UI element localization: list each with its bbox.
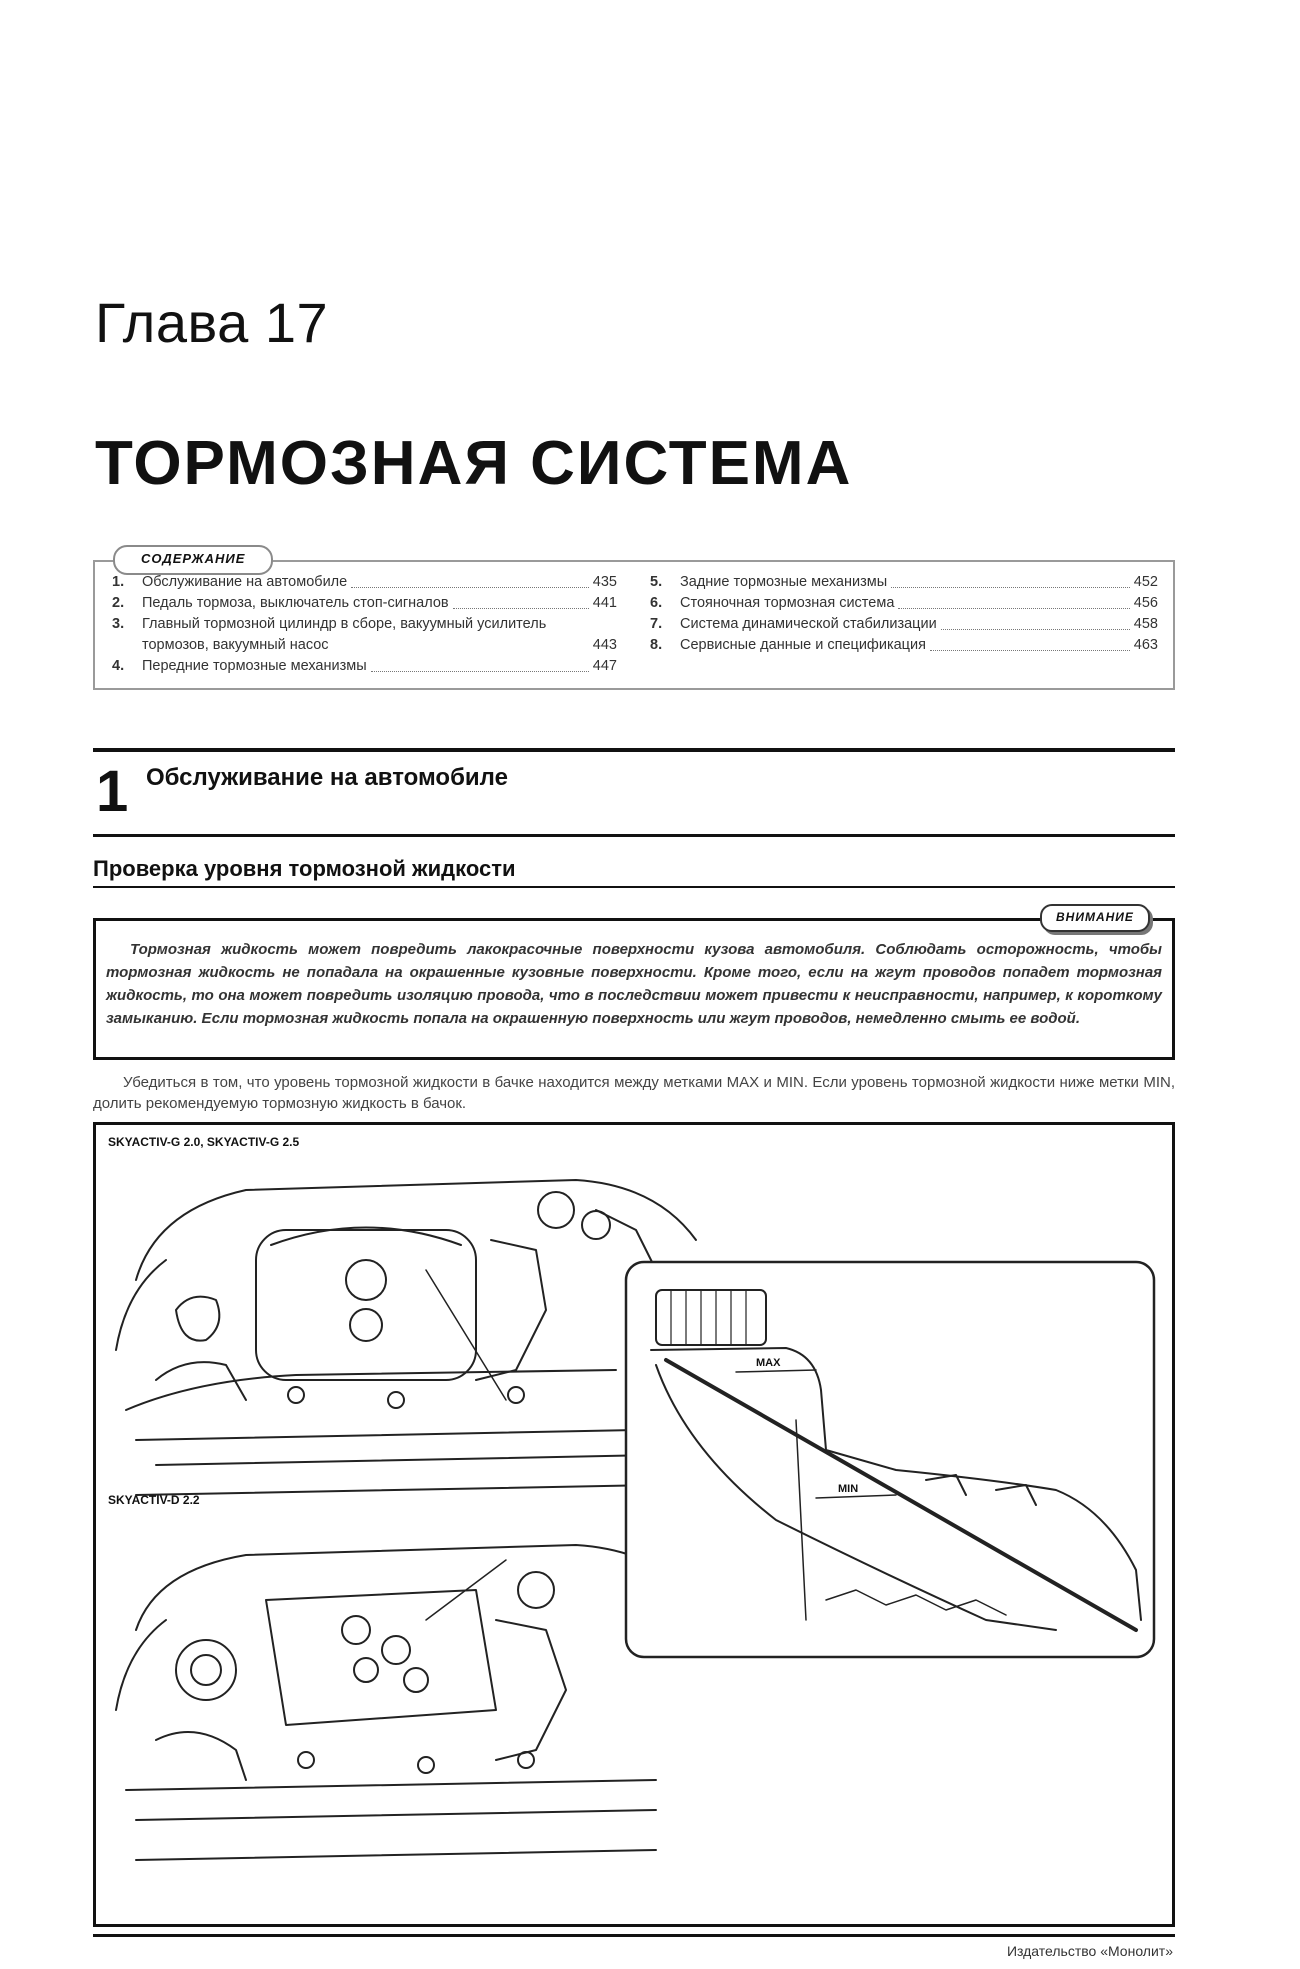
- toc-tag: СОДЕРЖАНИЕ: [113, 545, 273, 575]
- engine-bay-gasoline: [116, 1180, 696, 1495]
- chapter-label: Глава 17: [95, 291, 329, 354]
- engine-cover: [256, 1230, 476, 1380]
- toc-item-number: 3.: [112, 616, 125, 632]
- toc-leader: [930, 650, 1130, 651]
- toc-leader: [891, 587, 1130, 588]
- toc-item-text: Обслуживание на автомобиле: [142, 574, 348, 590]
- toc-item-page: 441: [592, 595, 617, 611]
- toc-item-text: Передние тормозные механизмы: [142, 658, 367, 674]
- toc-item[interactable]: [650, 593, 1158, 614]
- toc-item-text: Главный тормозной цилиндр в сборе, вакуумный усилитель тормозов, вакуумный насос: [142, 616, 547, 653]
- footer-rule: [93, 1934, 1175, 1937]
- toc-item[interactable]: [112, 593, 617, 614]
- toc-item-page: 458: [1133, 616, 1158, 632]
- toc-item-text: Система динамической стабилизации: [680, 616, 937, 632]
- toc-leader: [941, 629, 1130, 630]
- toc-leader: [453, 608, 589, 609]
- toc-item-page: 463: [1133, 637, 1158, 653]
- engine-label-gasoline: SKYACTIV-G 2.0, SKYACTIV-G 2.5: [108, 1135, 300, 1149]
- toc-item-text: Задние тормозные механизмы: [680, 574, 888, 590]
- toc-item-number: 8.: [650, 637, 663, 653]
- diesel-engine-cover: [266, 1590, 496, 1725]
- section-title: Обслуживание на автомобиле: [146, 764, 508, 791]
- toc-right-column: [650, 572, 1158, 656]
- toc-leader: [898, 608, 1129, 609]
- min-mark-label: MIN: [838, 1483, 859, 1495]
- toc-item-page: 447: [592, 658, 617, 674]
- toc-left-column: [112, 572, 617, 677]
- toc-leader: [371, 671, 589, 672]
- engine-label-diesel: SKYACTIV-D 2.2: [108, 1493, 200, 1507]
- toc-item-number: 4.: [112, 658, 125, 674]
- engine-logo: [346, 1260, 386, 1300]
- inset-frame: [626, 1262, 1154, 1657]
- toc-item-page: 452: [1133, 574, 1158, 590]
- toc-item[interactable]: [112, 572, 617, 593]
- toc-item[interactable]: [650, 614, 1158, 635]
- toc-item[interactable]: [650, 635, 1158, 656]
- toc-item-number: 5.: [650, 574, 663, 590]
- subsection-rule: [93, 886, 1175, 888]
- section-bottom-rule: [93, 834, 1175, 837]
- toc-item-text: Стояночная тормозная система: [680, 595, 895, 611]
- toc-item-text: Педаль тормоза, выключатель стоп-сигналов: [142, 595, 449, 611]
- section-number: 1: [96, 759, 129, 824]
- max-mark-label: MAX: [756, 1357, 781, 1369]
- toc-item-number: 2.: [112, 595, 125, 611]
- engine-bay-diesel: [116, 1545, 696, 1860]
- warning-text: Тормозная жидкость может повредить лакокрасочные поверхности кузова автомобиля. Соблюдать осторожность, чтобы тормозная жидкость не попадала на окрашенные кузовные поверхности. Кроме того, если на жгут проводов попадет тормозная жидкость, то она может повредить изоляцию провода, что в последствии может привести к неисправности, например, к короткому замыканию. Если тормозная жидкость попала на окрашенную поверхность или жгут проводов, немедленно смыть ее водой.: [106, 941, 1162, 1027]
- toc-item-page: 456: [1133, 595, 1158, 611]
- leader-line: [426, 1560, 506, 1620]
- toc-item-page: 435: [592, 574, 617, 590]
- toc-item-number: 6.: [650, 595, 663, 611]
- footer-publisher: Издательство «Монолит»: [1006, 1943, 1173, 1959]
- toc-item-number: 1.: [112, 574, 125, 590]
- toc-item-page: 443: [592, 637, 617, 653]
- toc-item[interactable]: [112, 614, 617, 656]
- toc-item-number: 7.: [650, 616, 663, 632]
- chapter-title: ТОРМОЗНАЯ СИСТЕМА: [95, 429, 853, 498]
- subsection-title: Проверка уровня тормозной жидкости: [93, 856, 516, 881]
- body-paragraph: Убедиться в том, что уровень тормозной жидкости в бачке находится между метками MAX и MIN. Если уровень тормозной жидкости ниже метки MIN, долить рекомендуемую тормозную жидкость в бачок.: [93, 1074, 1175, 1112]
- toc-leader: [351, 587, 589, 588]
- reservoir-inset: [626, 1262, 1154, 1657]
- toc-item[interactable]: [112, 656, 617, 677]
- warning-tag: ВНИМАНИЕ: [1040, 904, 1150, 932]
- engine-bay-illustration: [96, 1150, 1172, 1920]
- toc-item-text: Сервисные данные и спецификация: [680, 637, 926, 653]
- toc-item[interactable]: [650, 572, 1158, 593]
- section-top-rule: [93, 748, 1175, 752]
